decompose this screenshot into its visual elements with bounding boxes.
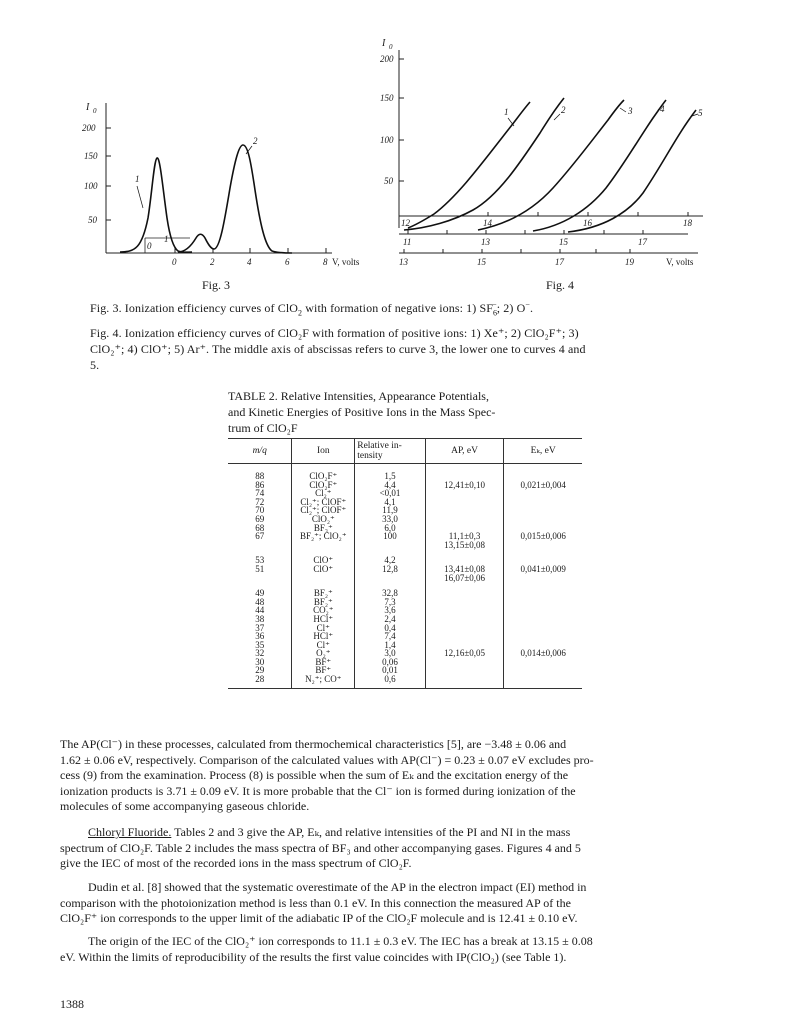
- fig4-middle-tick: 17: [638, 237, 647, 247]
- fig4-middle-tick: 15: [559, 237, 568, 247]
- paragraph-1: The AP(Cl⁻) in these processes, calculated from thermochemical characteristics [5], are −3.48 ± 0.06 and 1.62 ± 0.06 eV, respectively. Comparison of the calculated values with AP(Cl⁻) = 0.23 ± 0.07 eV excludes pro- cess (9) from the examination. Process (8) is possible when the sum of Eₖ and the excitation energy of the ionization products is 3.71 ± 0.09 eV. It is more probable that the Cl⁻ ion is formed during ionization of the molecules of some accompanying gaseous chloride.: [60, 737, 594, 813]
- fig3-x-tick: 2: [210, 257, 215, 267]
- fig4-lower-tick: 19: [625, 257, 634, 267]
- fig4-upper-tick: 18: [683, 218, 692, 228]
- table-cell-ion: BF₂⁺ BF₂⁺ CO₂⁺ HCl⁺ Cl⁺ HCl⁺ Cl⁺ O₂⁺ BF⁺ BF⁺ N₂⁺; CO⁺: [292, 582, 355, 688]
- figure-4: [368, 38, 713, 273]
- fig3-label: Fig. 3: [202, 278, 231, 292]
- fig4-caption: Fig. 4. Ionization efficiency curves of ClO₂F with formation of positive ions: 1) Xe⁺; 2) ClO₂F⁺; 3) ClO₂⁺; 4) ClO⁺; 5) Ar⁺. The middle axis of abscissas refers to curve 3, the lower one to curves 4 and 5.: [90, 326, 586, 372]
- fig3-y-tick: 200: [82, 123, 96, 133]
- table-cell-mq: 53 51: [255, 555, 265, 574]
- fig3-y-tick: 100: [84, 181, 98, 191]
- table-row-group: [228, 549, 582, 582]
- fig4-curve-label: 2: [561, 105, 566, 115]
- figure-3: [80, 98, 390, 273]
- svg-text:0: 0: [147, 241, 152, 251]
- fig4-y-tick: 150: [380, 93, 394, 103]
- table-cell-ap: 12,41±0,10 11,1±0,3 13,15±0,08: [425, 464, 504, 550]
- table-cell-ap: 13,41±0,08 16,07±0,06: [425, 549, 504, 582]
- paragraph-3: Dudin et al. [8] showed that the systematic overestimate of the AP in the electron impact (EI) method in comparison with the photoionization method is less than 0.1 eV. In this connection the measured AP of the ClO₂F⁺ ion corresponds to the upper limit of the adiabatic IP of the ClO₂F molecule and is 12.41 ± 0.10 eV.: [60, 880, 587, 925]
- svg-text:12: 12: [401, 218, 410, 228]
- col-header-mq: m/q: [228, 439, 292, 464]
- table-caption: TABLE 2. Relative Intensities, Appearance Potentials, and Kinetic Energies of Positive Ions in the Mass Spec- trum of ClO₂F: [228, 389, 496, 435]
- table-cell-mq: 49 48 44 38 37 36 35 32 30 29 28: [255, 588, 265, 685]
- fig4-y-tick: 200: [380, 54, 394, 64]
- fig3-y-title: I: [86, 102, 90, 113]
- fig4-y-tick: 50: [384, 176, 393, 186]
- fig4-curve-label: 3: [628, 106, 633, 116]
- table-2: [228, 438, 582, 689]
- table-row-group: [228, 582, 582, 688]
- fig4-middle-tick: 11: [403, 237, 412, 247]
- fig3-caption: Fig. 3. Ionization efficiency curves of ClO$_2$ with formation of negative ions: 1) $SF_6^-$; 2) O−.: [90, 300, 534, 318]
- fig3-x-tick: 8: [323, 257, 328, 267]
- col-header-rel-int: Relative in-tensity: [355, 439, 426, 464]
- table-cell-mq: 88 86 74 72 70 69 68 67: [255, 471, 265, 542]
- fig4-x-unit: V, volts: [666, 257, 694, 267]
- fig3-curve-2: [178, 145, 292, 253]
- table-row-group: [228, 464, 582, 550]
- fig4-curve-3: [478, 100, 624, 230]
- fig4-curve-4: [533, 100, 666, 231]
- fig4-label: Fig. 4: [546, 278, 575, 292]
- fig4-curve-label: 1: [504, 107, 509, 117]
- svg-text:0: 0: [93, 107, 97, 115]
- fig4-curve-5: [568, 110, 696, 232]
- fig3-x-tick: 4: [247, 257, 252, 267]
- fig4-curve-2: [404, 98, 564, 230]
- fig3-curve-label: 1: [135, 174, 140, 184]
- fig3-x-tick: 0: [172, 257, 177, 267]
- table-cell-ion: ClO₂F⁺ ClO₂F⁺ Cl₂⁺ Cl₂⁺; ClOF⁺ Cl₂⁺; ClOF⁺ ClO₂⁺ BF₃⁺ BF₂⁺; ClO₂⁺: [292, 464, 355, 550]
- fig3-x-unit: V, volts: [332, 257, 360, 267]
- svg-text:1: 1: [164, 234, 169, 244]
- fig4-lower-tick: 13: [399, 257, 408, 267]
- fig4-curve-label: 4: [660, 104, 665, 114]
- table-cell-ri: 32,8 7,3 3,6 2,4 0,4 7,4 1,4 3,0 0,06 0,01 0,6: [355, 582, 426, 688]
- paragraph-2: Chloryl Fluoride. Tables 2 and 3 give the AP, Eₖ, and relative intensities of the PI and NI in the mass spectrum of ClO₂F. Table 2 includes the mass spectra of BF₃ and other accompanying gases. Figures 4 and 5 give the IEC of most of the recorded ions in the mass spectrum of ClO₂F.: [60, 825, 581, 870]
- table-cell-ek: 0,014±0,006: [504, 582, 582, 688]
- fig4-curve-1: [408, 102, 530, 228]
- fig4-lower-tick: 17: [555, 257, 564, 267]
- fig3-y-tick: 50: [88, 215, 97, 225]
- table-cell-ri: 4,2 12,8: [355, 549, 426, 582]
- col-header-ion: Ion: [292, 439, 355, 464]
- fig3-y-tick: 150: [84, 151, 98, 161]
- page-number: 1388: [60, 997, 84, 1011]
- fig4-y-tick: 100: [380, 135, 394, 145]
- table-cell-ek: 0,041±0,009: [504, 549, 582, 582]
- table-cell-ap: 12,16±0,05: [425, 582, 504, 688]
- col-header-ap: AP, eV: [425, 439, 504, 464]
- section-heading: Chloryl Fluoride.: [88, 825, 172, 839]
- table-cell-ri: 1,5 4,4 <0,01 4,1 11,9 33,0 6,0 100: [355, 464, 426, 550]
- table-cell-ek: 0,021±0,004 0,015±0,006: [504, 464, 582, 550]
- fig4-curve-label: 5: [698, 108, 703, 118]
- fig3-x-tick: 6: [285, 257, 290, 267]
- table-cell-ion: ClO⁺ ClO⁺: [292, 549, 355, 582]
- fig4-upper-tick: 14: [483, 218, 492, 228]
- col-header-ek: Eₖ, eV: [504, 439, 582, 464]
- fig4-y-title: I: [382, 38, 386, 49]
- paragraph-4: The origin of the IEC of the ClO₂⁺ ion corresponds to 11.1 ± 0.3 eV. The IEC has a break at 13.15 ± 0.08 eV. Within the limits of reproducibility of the results the first value coincides with IP(ClO₂) (see Table 1).: [60, 934, 593, 964]
- fig4-middle-tick: 13: [481, 237, 490, 247]
- fig4-upper-tick: 16: [583, 218, 592, 228]
- svg-text:0: 0: [389, 43, 393, 51]
- fig3-curve-label: 2: [253, 136, 258, 146]
- fig4-lower-tick: 15: [477, 257, 486, 267]
